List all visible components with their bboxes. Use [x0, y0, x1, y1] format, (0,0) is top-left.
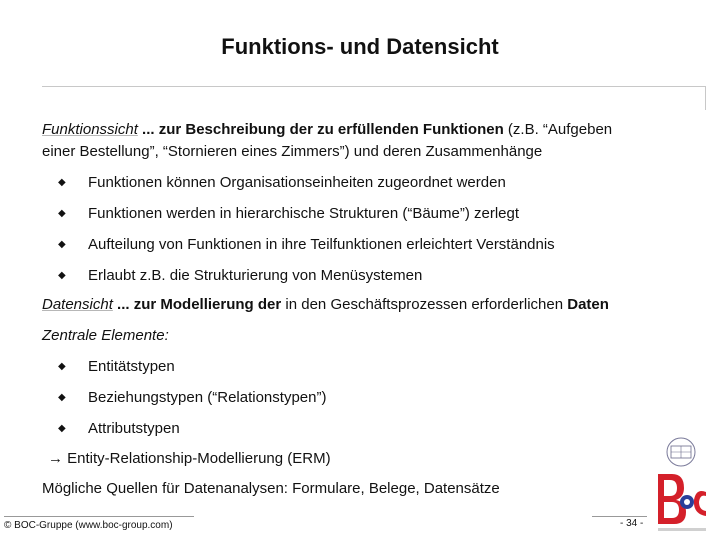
bullet-icon: ◆ — [58, 208, 66, 219]
bullet-icon: ◆ — [58, 239, 66, 250]
bullet-text: Beziehungstypen (“Relationstypen”) — [88, 389, 327, 406]
footer-copyright: © BOC-Gruppe (www.boc-group.com) — [4, 520, 173, 531]
data-view-line — [42, 294, 702, 316]
footer-right-rule — [592, 516, 647, 517]
data-view-term: Datensicht — [42, 296, 113, 313]
bullet-item — [42, 265, 702, 287]
central-elements-heading: Zentrale Elemente: — [42, 327, 169, 344]
bullet-item — [42, 234, 702, 256]
logo-caption-bar — [658, 528, 706, 531]
bullet-text: Funktionen können Organisationseinheiten zugeordnet werden — [88, 174, 506, 191]
bullet-text: Attributstypen — [88, 420, 180, 437]
footer-left-rule — [4, 516, 194, 517]
bullet-icon: ◆ — [58, 423, 66, 434]
data-sources-line: Mögliche Quellen für Datenanalysen: Formulare, Belege, Datensätze — [42, 480, 500, 497]
erm-text: Entity-Relationship-Modellierung (ERM) — [67, 450, 331, 467]
erm-line — [42, 448, 702, 470]
function-view-line-1 — [42, 119, 702, 141]
data-view-middle: in den Geschäftsprozessen erforderlichen — [281, 296, 564, 313]
bullet-item — [42, 203, 702, 225]
bullet-text: Funktionen werden in hierarchische Strukturen (“Bäume”) zerlegt — [88, 205, 520, 222]
bullet-item — [42, 356, 702, 378]
bullet-item — [42, 418, 702, 440]
function-view-purpose: ... zur Beschreibung der zu erfüllenden Funktionen — [137, 121, 504, 138]
function-view-term: Funktionssicht — [42, 121, 138, 138]
frame-top-rule — [42, 86, 706, 87]
arrow-right-icon: → — [48, 450, 68, 467]
bullet-icon: ◆ — [58, 361, 66, 372]
bullet-text: Erlaubt z.B. die Strukturierung von Menüsystemen — [88, 267, 423, 284]
bullet-icon: ◆ — [58, 392, 66, 403]
function-view-line-2: einer Bestellung”, “Stornieren eines Zimmers”) und deren Zusammenhänge — [42, 143, 543, 160]
slide-title: Funktions- und Datensicht — [221, 34, 499, 59]
bullet-icon: ◆ — [58, 177, 66, 188]
boc-logo — [652, 432, 710, 537]
data-view-data: Daten — [563, 296, 609, 313]
bullet-text: Aufteilung von Funktionen in ihre Teilfunktionen erleichtert Verständnis — [88, 236, 555, 253]
slide-content — [42, 119, 702, 500]
bullet-item — [42, 387, 702, 409]
bullet-text: Entitätstypen — [88, 358, 175, 375]
bullet-icon: ◆ — [58, 270, 66, 281]
bullet-item — [42, 172, 702, 194]
frame-right-rule — [695, 86, 706, 110]
page-number: - 34 - — [620, 518, 644, 529]
function-view-example: (z.B. “Aufgeben — [503, 121, 613, 138]
data-view-purpose: ... zur Modellierung der — [112, 296, 282, 313]
